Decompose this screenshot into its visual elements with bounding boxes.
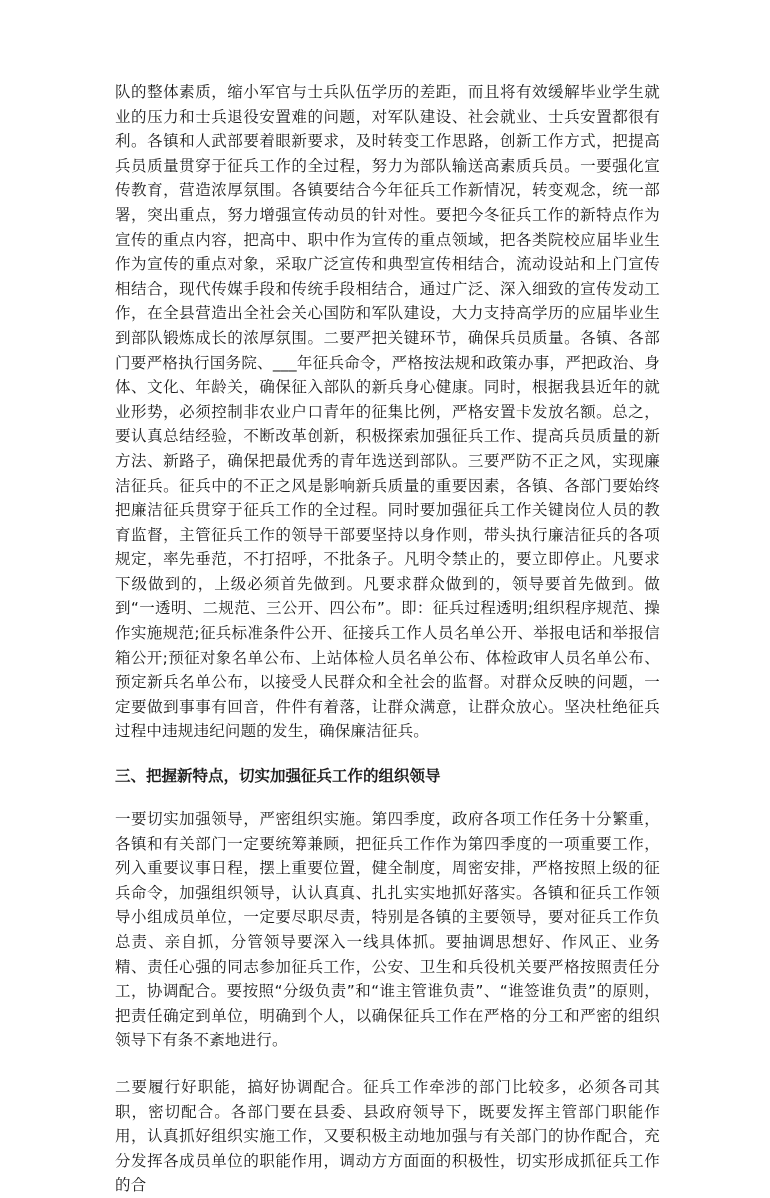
section-heading: 三、把握新特点，切实加强征兵工作的组织领导 — [115, 767, 441, 786]
body-paragraph: 一要切实加强领导，严密组织实施。第四季度，政府各项工作任务十分繁重，各镇和有关部门一定要统筹兼顾，把征兵工作作为第四季度的一项重要工作，列入重要议事日程，摆上重要位置，健全制度，周密安排，严格按照上级的征兵命令，加强组织领导，认认真真、扎扎实实地抓好落实。各镇和征兵工作领导小组成员单位，一定要尽职尽责，特别是各镇的主要领导，要对征兵工作负总责、亲自抓，分管领导要深入一线具体抓。要抽调思想好、作风正、业务精、责任心强的同志参加征兵工作，公安、卫生和兵役机关要严格按照责任分工，协调配合。要按照“分级负责”和“谁主管谁负责”、“谁签谁负责”的原则，把责任确定到单位，明确到个人，以确保征兵工作在严格的分工和严密的组织领导下有条不紊地进行。 — [115, 810, 660, 1050]
document-page — [115, 80, 660, 1198]
body-paragraph: 队的整体素质，缩小军官与士兵队伍学历的差距，而且将有效缓解毕业学生就业的压力和士兵退役安置难的问题，对军队建设、社会就业、士兵安置都很有利。各镇和人武部要着眼新要求，及时转变工作思路，创新工作方式，把提高兵员质量贯穿于征兵工作的全过程，努力为部队输送高素质兵员。一要强化宣传教育，营造浓厚氛围。各镇要结合今年征兵工作新情况，转变观念，统一部署，突出重点，努力增强宣传动员的针对性。要把今冬征兵工作的新特点作为宣传的重点内容，把高中、职中作为宣传的重点领域，把各类院校应届毕业生作为宣传的重点对象，采取广泛宣传和典型宣传相结合，流动设站和上门宣传相结合，现代传媒手段和传统手段相结合，通过广泛、深入细致的宣传发动工作，在全县营造出全社会关心国防和军队建设，大力支持高学历的应届毕业生到部队锻炼成长的浓厚氛围。二要严把关键环节，确保兵员质量。各镇、各部门要严格执行国务院、___年征兵命令，严格按法规和政策办事，严把政治、身体、文化、年龄关，确保征入部队的新兵身心健康。同时，根据我县近年的就业形势，必须控制非农业户口青年的征集比例，严格安置卡发放名额。总之，要认真总结经验，不断改革创新，积极探索加强征兵工作、提高兵员质量的新方法、新路子，确保把最优秀的青年选送到部队。三要严防不正之风，实现廉洁征兵。征兵中的不正之风是影响新兵质量的重要因素，各镇、各部门要始终把廉洁征兵贯穿于征兵工作的全过程。同时要加强征兵工作关键岗位人员的教育监督，主管征兵工作的领导干部要坚持以身作则，带头执行廉洁征兵的各项规定，率先垂范，不打招呼，不批条子。凡明令禁止的，要立即停止。凡要求下级做到的，上级必须首先做到。凡要求群众做到的，领导要首先做到。做到“一透明、二规范、三公开、四公布”。即：征兵过程透明;组织程序规范、操作实施规范;征兵标准条件公开、征接兵工作人员名单公开、举报电话和举报信箱公开;预征对象名单公布、上站体检人员名单公布、体检政审人员名单公布、预定新兵名单公布，以接受人民群众和全社会的监督。对群众反映的问题，一定要做到事事有回音，件件有着落，让群众满意，让群众放心。坚决杜绝征兵过程中违规违纪问题的发生，确保廉洁征兵。 — [115, 83, 660, 741]
body-paragraph: 二要履行好职能，搞好协调配合。征兵工作牵涉的部门比较多，必须各司其职，密切配合。各部门要在县委、县政府领导下，既要发挥主管部门职能作用，认真抓好组织实施工作，又要积极主动地加强与有关部门的协作配合，充分发挥各成员单位的职能作用，调动方方面面的积极性，切实形成抓征兵工作的合 — [115, 1077, 660, 1195]
